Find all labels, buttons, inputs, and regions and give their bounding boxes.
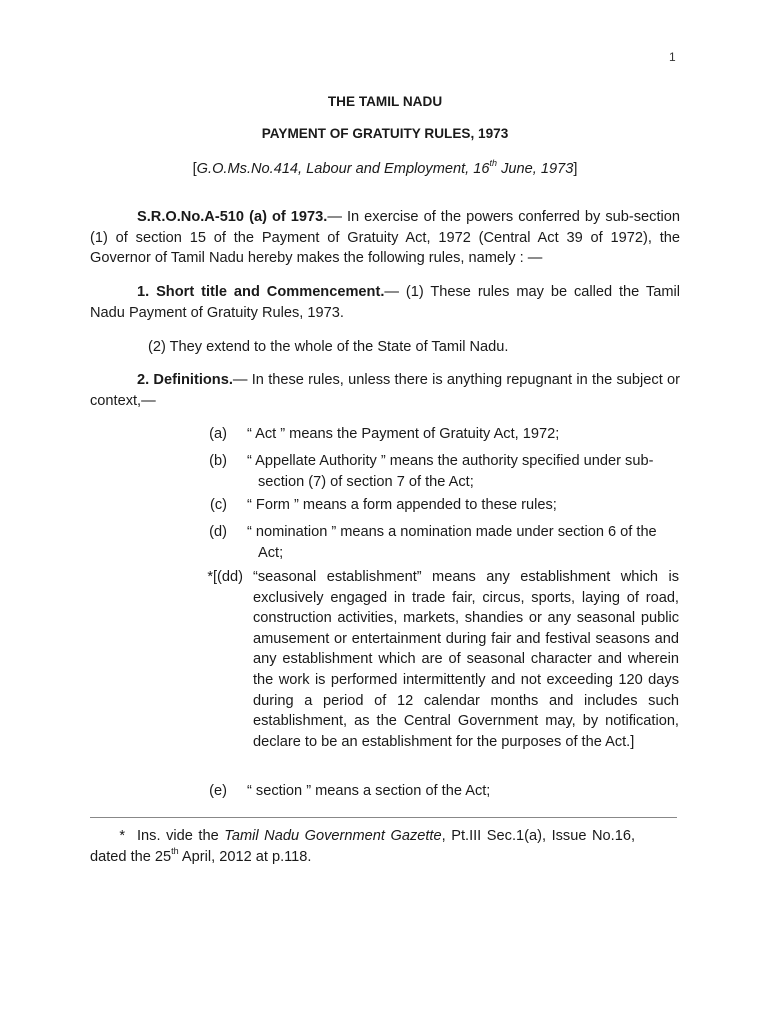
notification-reference <box>0 159 770 180</box>
rule2-heading: 2. Definitions. <box>137 372 233 388</box>
bracket-close: ] <box>573 161 578 177</box>
definition-text: “ Act ” means the Payment of Gratuity Act, 1972; <box>247 426 560 442</box>
bracket-open: [ <box>192 161 197 177</box>
definition-label: *[(dd) <box>207 569 243 585</box>
footnote-star: * <box>119 828 125 844</box>
definition-label: (a) <box>209 426 227 442</box>
definition-label: (b) <box>209 453 227 469</box>
definition-text: “ section ” means a section of the Act; <box>247 783 491 799</box>
page-number: 1 <box>669 50 676 64</box>
rule2-paragraph <box>90 370 680 411</box>
definition-text: “ Appellate Authority ” means the authority specified under sub-section (7) of section 7 of the Act; <box>247 453 654 490</box>
rule1-heading: 1. Short title and Commencement. <box>137 284 385 300</box>
notification-sup: th <box>489 158 498 169</box>
rule1-paragraph <box>90 282 680 323</box>
notification-ref: G.O.Ms.No.414, Labour and Employment, 16 <box>196 161 490 177</box>
preamble-heading: S.R.O.No.A-510 (a) of 1973. <box>137 209 328 225</box>
definition-label: (d) <box>209 524 227 540</box>
footnote-post: April, 2012 at p.118. <box>178 848 312 865</box>
definition-label: (e) <box>209 783 227 799</box>
preamble-text: — In exercise of the powers conferred by sub-section (1) of section 15 of the Payment of Gratuity Act, 1972 (Central Act 39 of 1972), the Governor of Tamil Nadu hereby makes the following rules, namely : — <box>90 209 681 266</box>
footnote <box>90 826 635 867</box>
footnote-mid: , Pt.III Sec.1(a), Issue No.16, dated the 25 <box>90 828 636 865</box>
act-title-line2: PAYMENT OF GRATUITY RULES, 1973 <box>261 126 509 141</box>
footnote-gazette: Tamil Nadu Government Gazette <box>224 828 442 844</box>
notification-date: June, 1973 <box>497 161 574 177</box>
definition-text: “ Form ” means a form appended to these rules; <box>247 497 557 513</box>
notification-ref-text <box>196 158 574 177</box>
preamble-paragraph <box>90 207 680 269</box>
footnote-divider <box>90 817 677 818</box>
act-title-line1: THE TAMIL NADU <box>327 94 443 109</box>
definition-label: (c) <box>209 497 227 513</box>
definition-text: “seasonal establishment” means any establishment which is exclusively engaged in trade fair, circus, sports, laying of road, construction activities, markets, shandies or any seasonal public amusement or entertainment during fair and festival seasons and any establishment which are of seasonal character and wherein the work is performed intermittently and not exceeding 120 days during a period of 12 calendar months and includes such establishment, as the Central Government may, by notification, declare to be an establishment for the purposes of the Act.] <box>253 569 679 750</box>
definition-text: “ nomination ” means a nomination made under section 6 of the Act; <box>247 524 657 561</box>
footnote-pre: Ins. vide the <box>137 828 225 844</box>
rule2-text: — In these rules, unless there is anything repugnant in the subject or context,— <box>90 372 680 409</box>
footnote-sup: th <box>171 845 179 856</box>
rule1-text: — (1) These rules may be called the Tamil Nadu Payment of Gratuity Rules, 1973. <box>90 284 680 321</box>
rule1-subclause-2: (2) They extend to the whole of the State of Tamil Nadu. <box>148 339 509 355</box>
